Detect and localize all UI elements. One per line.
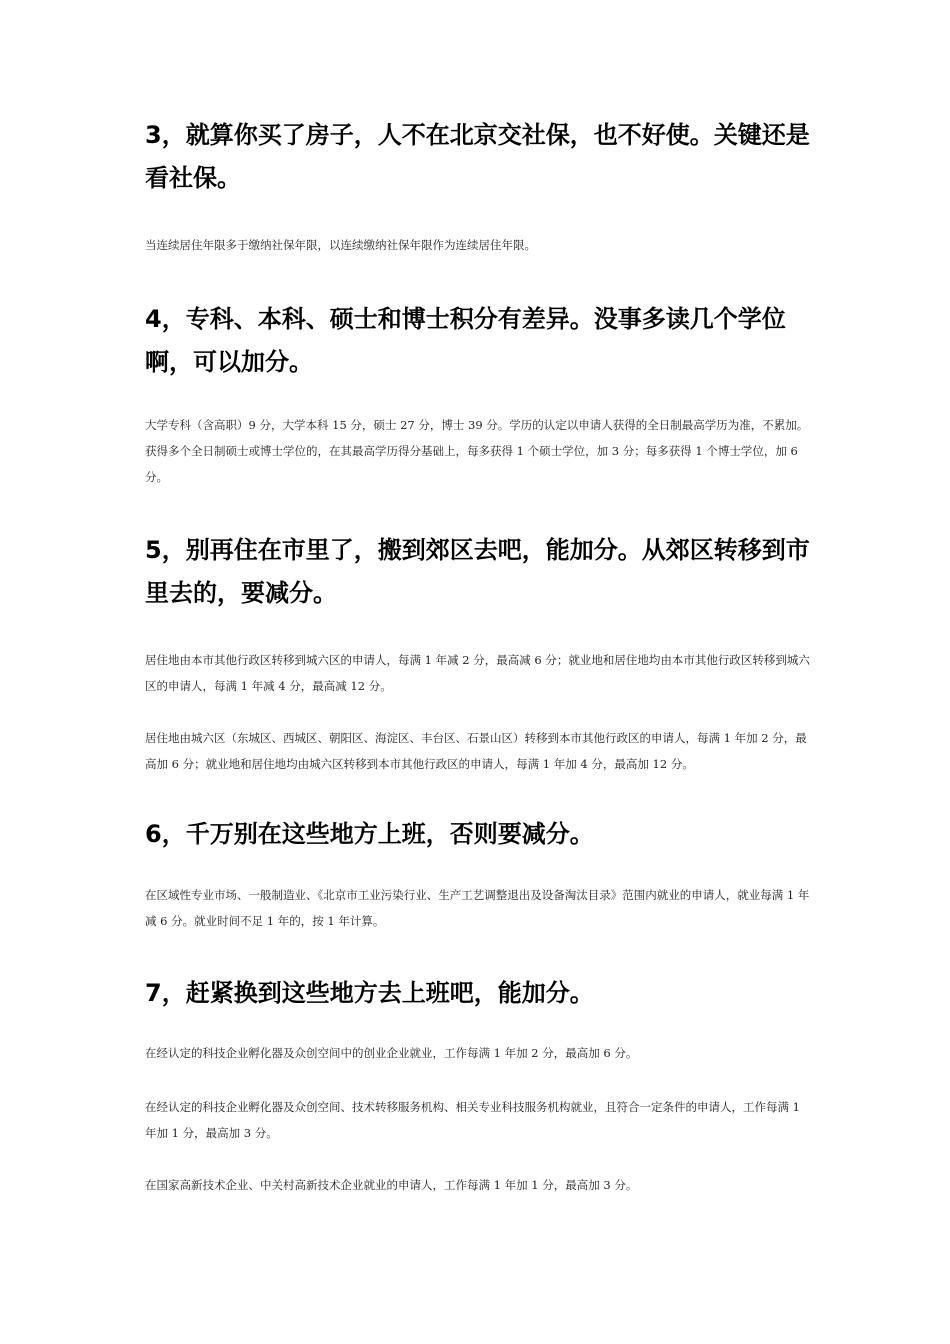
section-5-paragraph-1: 居住地由本市其他行政区转移到城六区的申请人，每满 1 年减 2 分，最高减 6 分；就业地和居住地均由本市其他行政区转移到城六区的申请人，每满 1 年减 4 分，最高减 12 分。: [145, 653, 810, 693]
section-7-heading: 7，赶紧换到这些地方去上班吧，能加分。: [145, 979, 594, 1007]
section-7-paragraph-3: 在国家高新技术企业、中关村高新技术企业就业的申请人，工作每满 1 年加 1 分，最高加 3 分。: [145, 1178, 638, 1192]
section-6-heading: 6，千万别在这些地方上班，否则要减分。: [145, 820, 594, 848]
section-5-heading: 5，别再住在市里了，搬到郊区去吧，能加分。从郊区转移到市里去的，要减分。: [145, 536, 810, 607]
section-7-paragraph-2: 在经认定的科技企业孵化器及众创空间、技术转移服务机构、相关专业科技服务机构就业，且符合一定条件的申请人，工作每满 1 年加 1 分，最高加 3 分。: [145, 1100, 800, 1140]
section-4-heading: 4，专科、本科、硕士和博士积分有差异。没事多读几个学位啊，可以加分。: [145, 305, 786, 376]
section-4-paragraph-1: 大学专科（含高职）9 分，大学本科 15 分，硕士 27 分，博士 39 分。学历的认定以申请人获得的全日制最高学历为准，不累加。获得多个全日制硕士或博士学位的，在其最高学历得分基础上，每多获得 1 个硕士学位，加 3 分；每多获得 1 个博士学位，加 6 分。: [145, 418, 809, 484]
section-5-paragraph-2: 居住地由城六区（东城区、西城区、朝阳区、海淀区、丰台区、石景山区）转移到本市其他行政区的申请人，每满 1 年加 2 分，最高加 6 分；就业地和居住地均由城六区转移到本市其他行政区的申请人，每满 1 年加 4 分，最高加 12 分。: [145, 731, 807, 771]
section-3-heading: 3，就算你买了房子，人不在北京交社保，也不好使。关键还是看社保。: [145, 121, 810, 192]
section-6-paragraph-1: 在区域性专业市场、一般制造业、《北京市工业污染行业、生产工艺调整退出及设备淘汰目录》范围内就业的申请人，就业每满 1 年减 6 分。就业时间不足 1 年的，按 1 年计算。: [145, 888, 810, 928]
section-7-paragraph-1: 在经认定的科技企业孵化器及众创空间中的创业企业就业，工作每满 1 年加 2 分，最高加 6 分。: [145, 1046, 638, 1060]
section-3-paragraph-1: 当连续居住年限多于缴纳社保年限，以连续缴纳社保年限作为连续居住年限。: [145, 238, 536, 252]
